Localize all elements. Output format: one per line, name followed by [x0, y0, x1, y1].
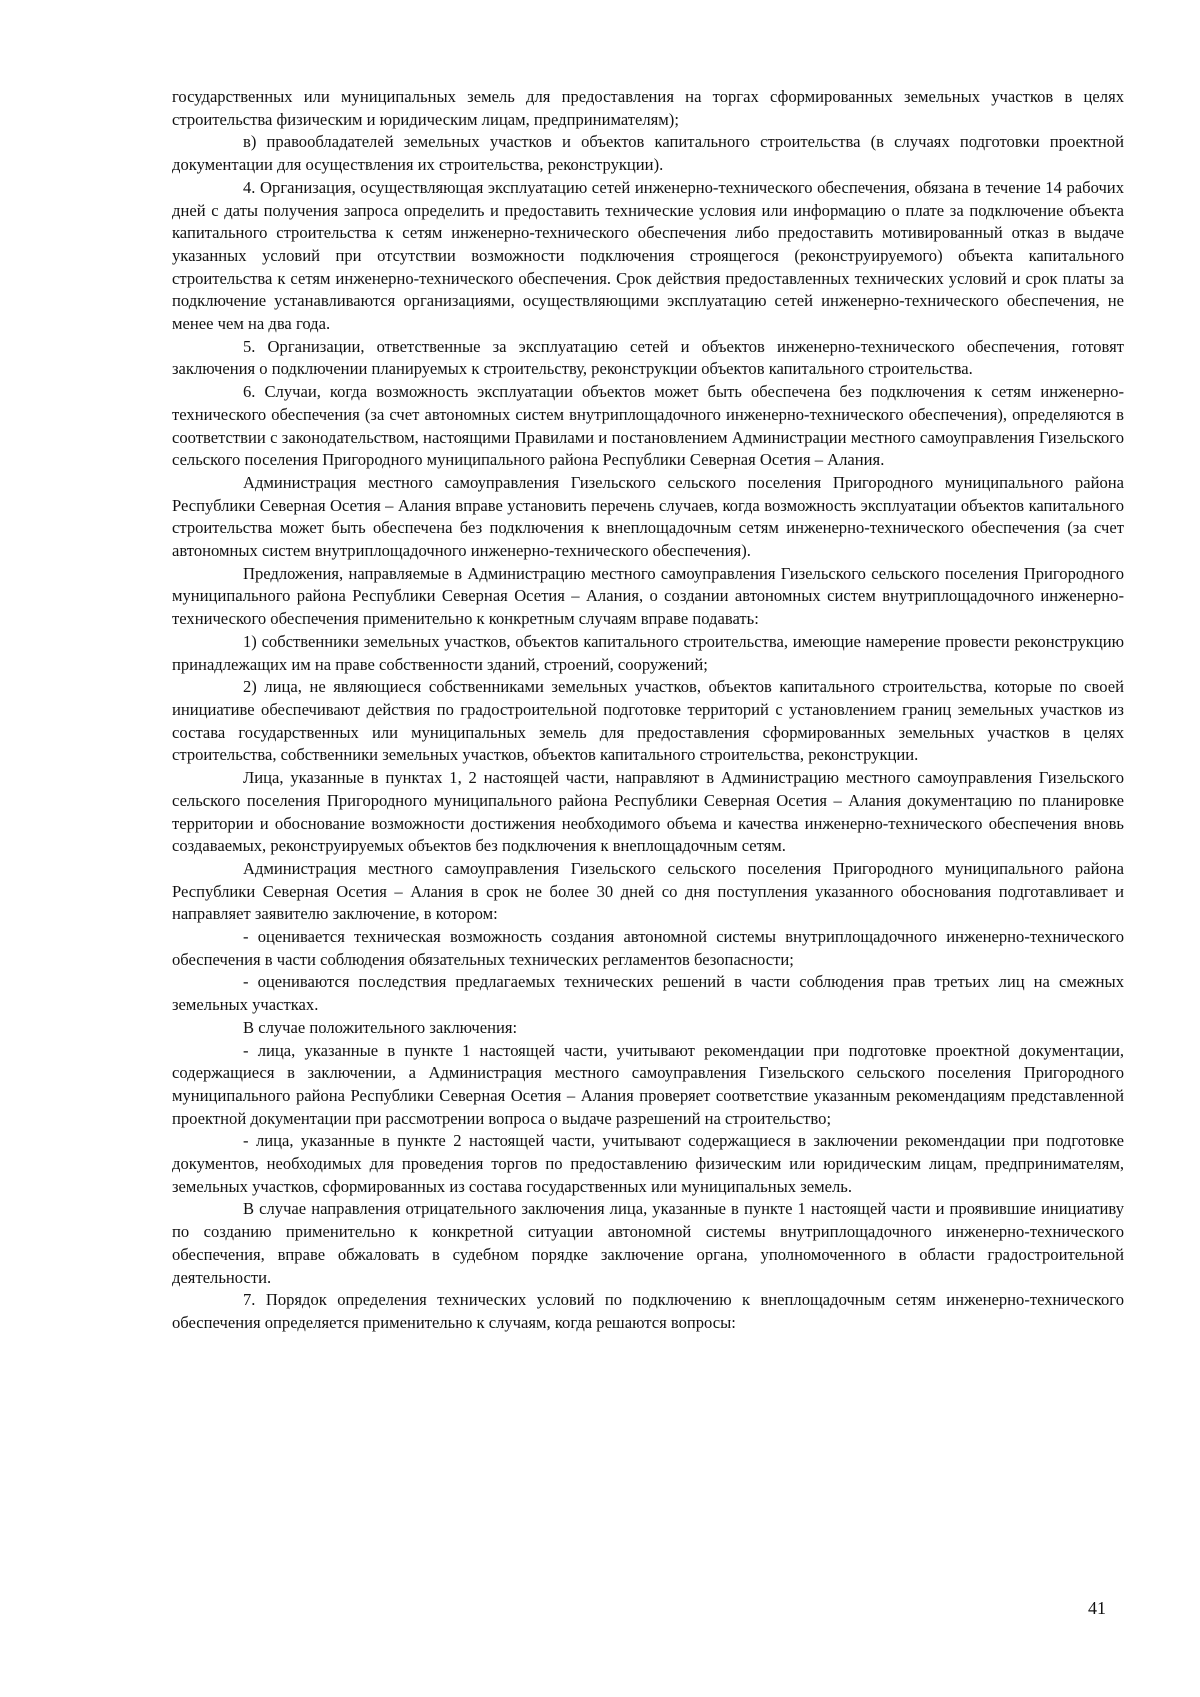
page-number: 41: [1088, 1598, 1106, 1618]
paragraph: В случае направления отрицательного заключения лица, указанные в пункте 1 настоящей части и проявившие инициативу по созданию применительно к конкретной ситуации автономной системы внутриплощадочного инженерно-технического обеспечения, вправе обжаловать в судебном порядке заключение органа, уполномоченного в области градостроительной деятельности.: [172, 1199, 1124, 1287]
paragraph: - лица, указанные в пункте 2 настоящей части, учитывают содержащиеся в заключении рекомендации при подготовке документов, необходимых для проведения торгов по предоставлению физическим или юридическим лицам, предпринимателям, земельных участков, сформированных из состава государственных или муниципальных земель.: [172, 1131, 1124, 1196]
paragraph: 6. Случаи, когда возможность эксплуатации объектов может быть обеспечена без подключения к сетям инженерно-технического обеспечения (за счет автономных систем внутриплощадочного инженерно-технического обеспечения), определяются в соответствии с законодательством, настоящими Правилами и постановлением Администрации местного самоуправления Гизельского сельского поселения Пригородного муниципального района Республики Северная Осетия – Алания.: [172, 382, 1124, 470]
paragraph: 7. Порядок определения технических условий по подключению к внеплощадочным сетям инженерно-технического обеспечения определяется применительно к случаям, когда решаются вопросы:: [172, 1290, 1124, 1332]
paragraph: Предложения, направляемые в Администрацию местного самоуправления Гизельского сельского поселения Пригородного муниципального района Республики Северная Осетия – Алания, о создании автономных систем внутриплощадочного инженерно-технического обеспечения применительно к конкретным случаям вправе подавать:: [172, 563, 1124, 629]
paragraph: в) правообладателей земельных участков и объектов капитального строительства (в случаях подготовки проектной документации для осуществления их строительства, реконструкции).: [172, 132, 1124, 175]
paragraph: - оценивается техническая возможность создания автономной системы внутриплощадочного инженерно-технического обеспечения в части соблюдения обязательных технических регламентов безопасности;: [172, 927, 1124, 969]
paragraph: 4. Организация, осуществляющая эксплуатацию сетей инженерно-технического обеспечения, обязана в течение 14 рабочих дней с даты получения запроса определить и предоставить технические условия или информацию о плате за подключение объекта капитального строительства к сетям инженерно-технического обеспечения либо предоставить мотивированный отказ в выдаче указанных условий при отсутствии возможности подключения строящегося (реконструируемого) объекта капитального строительства к сетям инженерно-технического обеспечения. Срок действия предоставленных технических условий и срок платы за подключение устанавливаются организациями, осуществляющими эксплуатацию сетей инженерно-технического обеспечения, не менее чем на два года.: [172, 177, 1124, 334]
paragraph: Администрация местного самоуправления Гизельского сельского поселения Пригородного муниципального района Республики Северная Осетия – Алания вправе установить перечень случаев, когда возможность эксплуатации объектов капитального строительства может быть обеспечена без подключения к внеплощадочным сетям инженерно-технического обеспечения (за счет автономных систем внутриплощадочного инженерно-технического обеспечения).: [172, 472, 1124, 561]
paragraph: 5. Организации, ответственные за эксплуатацию сетей и объектов инженерно-технического обеспечения, готовят заключения о подключении планируемых к строительству, реконструкции объектов капитального строительства.: [172, 336, 1124, 379]
paragraph: 1) собственники земельных участков, объектов капитального строительства, имеющие намерение провести реконструкцию принадлежащих им на праве собственности зданий, строений, сооружений;: [172, 631, 1124, 674]
paragraph: В случае положительного заключения:: [243, 1017, 518, 1037]
paragraph: Лица, указанные в пунктах 1, 2 настоящей части, направляют в Администрацию местного самоуправления Гизельского сельского поселения Пригородного муниципального района Республики Северная Осетия – Алания документацию по планировке территории и обоснование возможности достижения необходимого объема и качества инженерно-технического обеспечения вновь создаваемых, реконструируемых объектов без подключения к внеплощадочным сетям.: [172, 768, 1124, 856]
document-page: [172, 86, 1124, 1335]
document-body: [172, 86, 1124, 1335]
paragraph: Администрация местного самоуправления Гизельского сельского поселения Пригородного муниципального района Республики Северная Осетия – Алания в срок не более 30 дней со дня поступления указанного обоснования подготавливает и направляет заявителю заключение, в котором:: [172, 858, 1124, 924]
paragraph: государственных или муниципальных земель для предоставления на торгах сформированных земельных участков в целях строительства физическим и юридическим лицам, предпринимателям);: [172, 87, 1124, 129]
paragraph: - лица, указанные в пункте 1 настоящей части, учитывают рекомендации при подготовке проектной документации, содержащиеся в заключении, а Администрация местного самоуправления Гизельского сельского поселения Пригородного муниципального района Республики Северная Осетия – Алания проверяет соответствие указанным рекомендациям представленной проектной документации при рассмотрении вопроса о выдаче разрешений на строительство;: [172, 1040, 1124, 1128]
paragraph: 2) лица, не являющиеся собственниками земельных участков, объектов капитального строительства, которые по своей инициативе обеспечивают действия по градостроительной подготовке территорий с установлением границ земельных участков из состава государственных или муниципальных земель для предоставления сформированных земельных участков в целях строительства, собственники земельных участков, объектов капитального строительства, реконструкции.: [172, 677, 1124, 765]
paragraph: - оцениваются последствия предлагаемых технических решений в части соблюдения прав третьих лиц на смежных земельных участках.: [172, 972, 1124, 1015]
